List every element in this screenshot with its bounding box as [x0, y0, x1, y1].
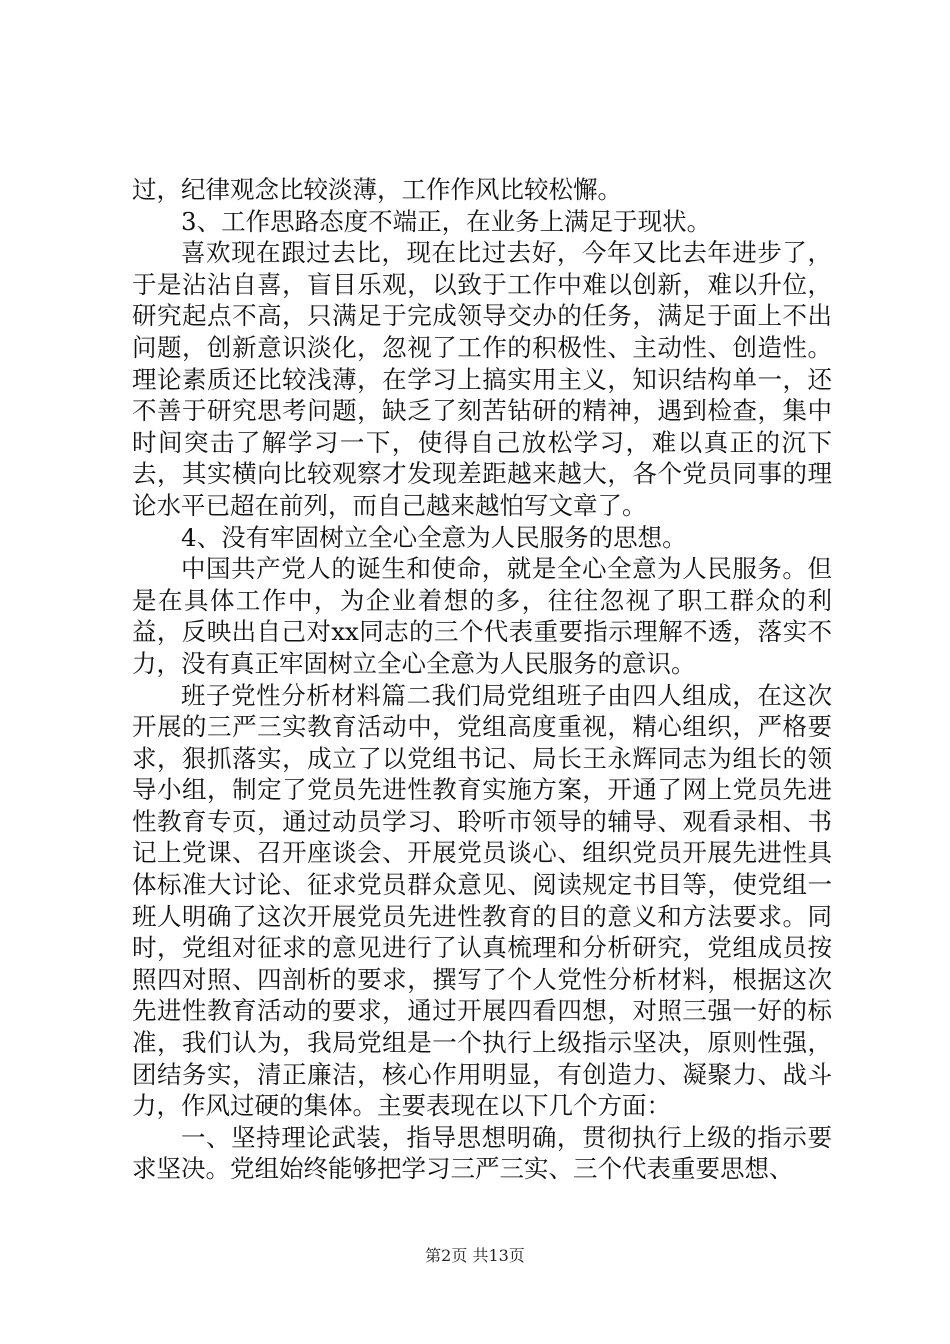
paragraph-5: 中国共产党人的诞生和使命，就是全心全意为人民服务。但是在具体工作中，为企业着想的多，往往忽视了职工群众的利益，反映出自己对xx同志的三个代表重要指示理解不透，落实不力，没有真正牢固树立全心全意为人民服务的意识。 — [132, 554, 832, 678]
page-footer: 第2页 共13页 — [425, 1246, 525, 1265]
document-body — [132, 174, 832, 1185]
paragraph-7: 一、坚持理论武装，指导思想明确，贯彻执行上级的指示要求坚决。党组始终能够把学习三严三实、三个代表重要思想、 — [132, 1122, 832, 1184]
paragraph-6: 班子党性分析材料篇二我们局党组班子由四人组成，在这次开展的三严三实教育活动中，党组高度重视，精心组织，严格要求，狠抓落实，成立了以党组书记、局长王永辉同志为组长的领导小组，制定了党员先进性教育实施方案，开通了网上党员先进性教育专页，通过动员学习、聆听市领导的辅导、观看录相、书记上党课、召开座谈会、开展党员谈心、组织党员开展先进性具体标准大讨论、征求党员群众意见、阅读规定书目等，使党组一班人明确了这次开展党员先进性教育的目的意义和方法要求。同时，党组对征求的意见进行了认真梳理和分析研究，党组成员按照四对照、四剖析的要求，撰写了个人党性分析材料，根据这次先进性教育活动的要求，通过开展四看四想，对照三强一好的标准，我们认为，我局党组是一个执行上级指示坚决，原则性强，团结务实，清正廉洁，核心作用明显，有创造力、凝聚力、战斗力，作风过硬的集体。主要表现在以下几个方面： — [132, 680, 832, 1121]
paragraph-1: 过，纪律观念比较淡薄，工作作风比较松懈。 — [132, 175, 622, 204]
paragraph-4: 4、没有牢固树立全心全意为人民服务的思想。 — [181, 522, 687, 552]
paragraph-3: 喜欢现在跟过去比，现在比过去好，今年又比去年进步了，于是沾沾自喜，盲目乐观，以致于工作中难以创新，难以升位，研究起点不高，只满足于完成领导交办的任务，满足于面上不出问题，创新意识淡化，忽视了工作的积极性、主动性、创造性。理论素质还比较浅薄，在学习上搞实用主义，知识结构单一，还不善于研究思考问题，缺乏了刻苦钻研的精神，遇到检查，集中时间突击了解学习一下，使得自己放松学习，难以真正的沉下去，其实横向比较观察才发现差距越来越大，各个党员同事的理论水平已超在前列，而自己越来越怕写文章了。 — [132, 238, 832, 520]
paragraph-2: 3、工作思路态度不端正，在业务上满足于现状。 — [181, 206, 712, 236]
